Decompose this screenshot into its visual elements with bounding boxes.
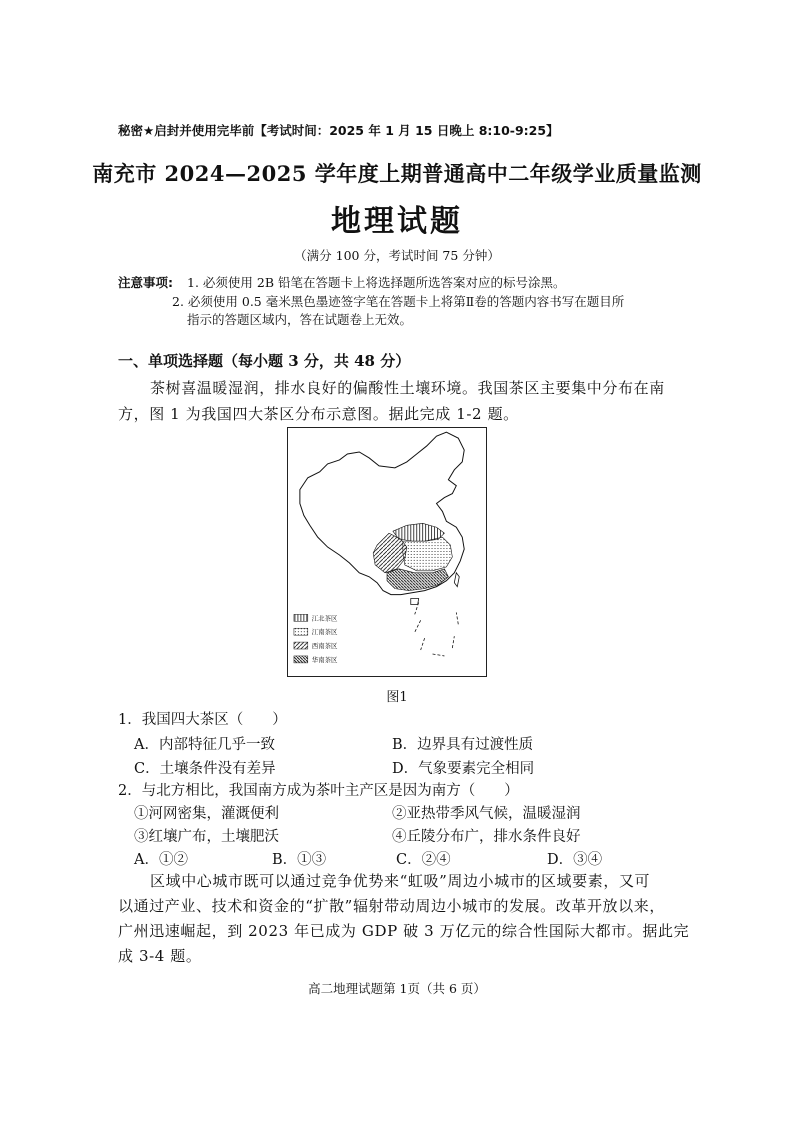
legend-label: 西南茶区 <box>311 642 338 651</box>
passage-2-line-3: 广州迅速崛起，到 2023 年已成为 GDP 破 3 万亿元的综合性国际大都市。据此完 <box>118 922 690 940</box>
question-1-option-b: B．边界具有过渡性质 <box>392 737 534 753</box>
question-2-stem: 2．与北方相比，我国南方成为茶叶主产区是因为南方（ ） <box>118 783 519 799</box>
passage-1-line-2: 方，图 1 为我国四大茶区分布示意图。据此完成 1-2 题。 <box>118 405 519 423</box>
taiwan-island <box>454 573 459 587</box>
subject-title: 地理试题 <box>331 204 463 239</box>
confidential-notice: 秘密★启封并使用完毕前【考试时间：2025 年 1 月 15 日晚上 8:10-9:25】 <box>118 123 559 138</box>
question-2-statement-1: ①河网密集，灌溉便利 <box>134 806 279 822</box>
question-2-option-b: B．①③ <box>272 852 327 868</box>
legend-label: 华南茶区 <box>311 655 338 664</box>
notice-label: 注意事项: <box>118 275 173 290</box>
question-2-option-c: C．②④ <box>396 852 451 868</box>
question-2-statement-3: ③红壤广布，土壤肥沃 <box>134 829 279 845</box>
notice-item-2: 2. 必须使用 0.5 毫米黑色墨迹签字笔在答题卡上将第Ⅱ卷的答题内容书写在题目所 <box>172 294 625 309</box>
exam-title: 南充市 2024—2025 学年度上期普通高中二年级学业质量监测 <box>92 161 702 186</box>
hainan-island <box>411 599 419 605</box>
south-china-sea-boundary <box>415 602 459 655</box>
map-legend <box>294 613 338 664</box>
question-2-option-a: A．①② <box>134 852 188 868</box>
passage-2-line-2: 以通过产业、技术和资金的“扩散”辐射带动周边小城市的发展。改革开放以来， <box>118 897 665 915</box>
question-1-stem: 1．我国四大茶区（ ） <box>118 712 287 728</box>
question-2-option-d: D．③④ <box>547 852 603 868</box>
question-2-statement-2: ②亚热带季风气候，温暖湿润 <box>392 806 581 822</box>
passage-2-line-4: 成 3-4 题。 <box>118 947 202 965</box>
jiangnan-region <box>403 537 453 571</box>
passage-1-line-1: 茶树喜温暖湿润，排水良好的偏酸性土壤环境。我国茶区主要集中分布在南 <box>150 379 665 397</box>
china-map-figure <box>288 428 486 676</box>
question-1-option-d: D．气象要素完全相同 <box>392 761 535 777</box>
question-1-option-c: C．土壤条件没有差异 <box>134 761 276 777</box>
score-info: （满分 100 分，考试时间 75 分钟） <box>294 248 500 263</box>
question-2-statement-4: ④丘陵分布广，排水条件良好 <box>392 829 581 845</box>
legend-label: 江北茶区 <box>311 614 338 623</box>
huanan-region <box>387 569 448 591</box>
figure-caption: 图1 <box>386 690 408 705</box>
page-footer: 高二地理试题第 1页（共 6 页） <box>308 981 486 996</box>
notice-item-1: 1. 必须使用 2B 铅笔在答题卡上将选择题所选答案对应的标号涂黑。 <box>187 275 566 290</box>
legend-label: 江南茶区 <box>311 628 338 637</box>
question-1-option-a: A．内部特征几乎一致 <box>134 737 275 753</box>
notice-item-2-continued: 指示的答题区域内，答在试题卷上无效。 <box>187 312 413 327</box>
tea-region-map <box>287 427 487 677</box>
passage-2-line-1: 区域中心城市既可以通过竞争优势来“虹吸”周边小城市的区域要素，又可 <box>150 872 651 890</box>
section-heading: 一、单项选择题（每小题 3 分，共 48 分） <box>118 352 411 370</box>
